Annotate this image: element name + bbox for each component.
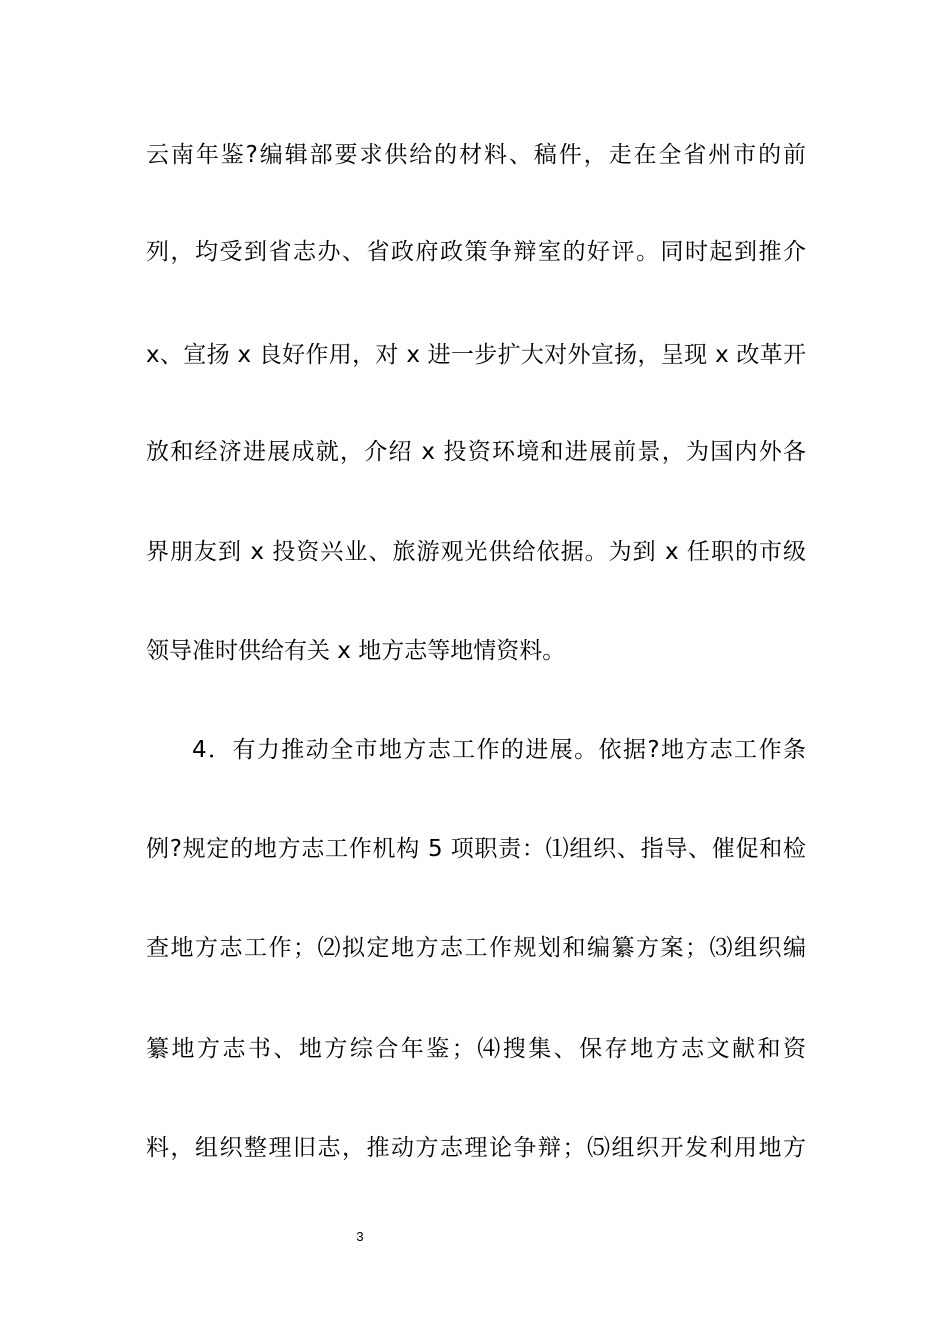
paragraph-line: 领导准时供给有关 x 地方志等地情资料。 xyxy=(146,638,566,664)
paragraph-line: 例?规定的地方志工作机构 5 项职责：⑴组织、指导、催促和检 xyxy=(146,836,806,862)
page-number: 3 xyxy=(356,1229,364,1244)
paragraph-line: 云南年鉴?编辑部要求供给的材料、稿件，走在全省州市的前 xyxy=(146,142,806,168)
paragraph-line: x、宣扬 x 良好作用，对 x 进一步扩大对外宣扬，呈现 x 改革开 xyxy=(146,342,806,368)
paragraph-line: 料，组织整理旧志，推动方志理论争辩；⑸组织开发利用地方 xyxy=(146,1135,806,1161)
paragraph-line: 界朋友到 x 投资兴业、旅游观光供给依据。为到 x 任职的市级 xyxy=(146,539,806,565)
paragraph-line: 纂地方志书、地方综合年鉴；⑷搜集、保存地方志文献和资 xyxy=(146,1036,806,1062)
paragraph-line: 4．有力推动全市地方志工作的进展。依据?地方志工作条 xyxy=(192,737,806,763)
paragraph-line: 列，均受到省志办、省政府政策争辩室的好评。同时起到推介 xyxy=(146,239,806,265)
paragraph-line: 查地方志工作；⑵拟定地方志工作规划和编纂方案；⑶组织编 xyxy=(146,935,806,961)
paragraph-line: 放和经济进展成就，介绍 x 投资环境和进展前景，为国内外各 xyxy=(146,439,806,465)
